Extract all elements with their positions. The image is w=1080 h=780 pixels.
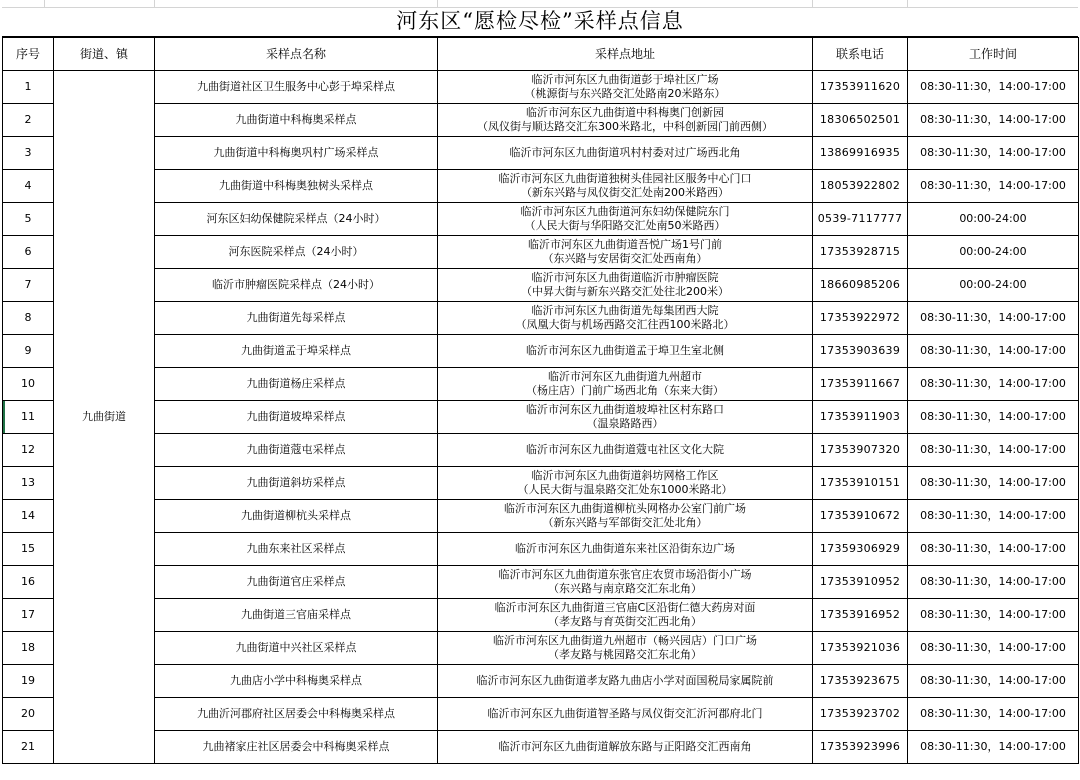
cell-no[interactable]: 13 <box>3 467 54 500</box>
cell-address[interactable] <box>438 467 813 500</box>
cell-phone[interactable]: 0539-7117777 <box>813 203 908 236</box>
address-line-1: 临沂市河东区九曲街道彭于埠社区广场 <box>531 73 719 86</box>
cell-hours[interactable]: 08:30-11:30，14:00-17:00 <box>908 368 1079 401</box>
cell-no[interactable]: 17 <box>3 599 54 632</box>
cell-phone[interactable]: 17353910151 <box>813 467 908 500</box>
table-row <box>3 236 1079 269</box>
cell-phone[interactable]: 17353922972 <box>813 302 908 335</box>
cell-hours[interactable]: 08:30-11:30，14:00-17:00 <box>908 104 1079 137</box>
address-line-1: 临沂市河东区九曲街道九州超市（畅兴园店）门口广场 <box>493 634 757 647</box>
cell-address[interactable] <box>438 269 813 302</box>
cell-no[interactable]: 2 <box>3 104 54 137</box>
address-line-2: （孝友路与桃园路交汇东北角） <box>548 648 702 661</box>
cell-hours[interactable]: 08:30-11:30，14:00-17:00 <box>908 665 1079 698</box>
address-line-2: （中昇大街与新东兴路交汇处往北200米） <box>521 285 729 298</box>
cell-phone[interactable]: 18660985206 <box>813 269 908 302</box>
cell-address[interactable] <box>438 71 813 104</box>
cell-no[interactable]: 9 <box>3 335 54 368</box>
cell-no[interactable]: 6 <box>3 236 54 269</box>
cell-hours[interactable]: 08:30-11:30，14:00-17:00 <box>908 170 1079 203</box>
header-cell-hours[interactable]: 工作时间 <box>908 38 1079 71</box>
table-row <box>3 665 1079 698</box>
cell-phone[interactable]: 18306502501 <box>813 104 908 137</box>
cell-address[interactable] <box>438 632 813 665</box>
cell-phone[interactable]: 17353910672 <box>813 500 908 533</box>
address-line-2: （温泉路路西） <box>586 417 664 430</box>
cell-phone[interactable]: 17353928715 <box>813 236 908 269</box>
table-body <box>3 71 1079 764</box>
table-row <box>3 566 1079 599</box>
address-line-1: 临沂市河东区九曲街道智圣路与凤仪街交汇沂河郡府北门 <box>487 707 763 720</box>
cell-address[interactable] <box>438 368 813 401</box>
table-row <box>3 731 1079 764</box>
cell-no[interactable]: 20 <box>3 698 54 731</box>
cell-site-name[interactable]: 九曲街道坡埠采样点 <box>155 401 438 434</box>
address-line-1: 临沂市河东区九曲街道坡埠社区村东路口 <box>526 403 724 416</box>
cell-hours[interactable]: 08:30-11:30，14:00-17:00 <box>908 533 1079 566</box>
cell-address[interactable] <box>438 665 813 698</box>
cell-address[interactable] <box>438 170 813 203</box>
address-line-2: （新东兴路与凤仪街交汇处南200米路西） <box>521 186 729 199</box>
cell-no[interactable]: 7 <box>3 269 54 302</box>
cell-address[interactable] <box>438 302 813 335</box>
cell-hours[interactable]: 08:30-11:30，14:00-17:00 <box>908 137 1079 170</box>
cell-phone[interactable]: 17353911667 <box>813 368 908 401</box>
cell-site-name[interactable]: 九曲街道先每采样点 <box>155 302 438 335</box>
table-row <box>3 467 1079 500</box>
table-row <box>3 599 1079 632</box>
header-cell-no[interactable]: 序号 <box>3 38 54 71</box>
table-row <box>3 434 1079 467</box>
cell-address[interactable] <box>438 698 813 731</box>
cell-phone[interactable]: 17353911903 <box>813 401 908 434</box>
cell-site-name[interactable]: 九曲街道斜坊采样点 <box>155 467 438 500</box>
table-row <box>3 500 1079 533</box>
cell-no[interactable]: 5 <box>3 203 54 236</box>
address-line-1: 临沂市河东区九曲街道先每集团西大院 <box>531 304 719 317</box>
cell-hours[interactable]: 08:30-11:30，14:00-17:00 <box>908 500 1079 533</box>
cell-phone[interactable]: 17353916952 <box>813 599 908 632</box>
cell-no[interactable]: 16 <box>3 566 54 599</box>
cell-no[interactable]: 19 <box>3 665 54 698</box>
cell-no[interactable]: 10 <box>3 368 54 401</box>
header-cell-name[interactable]: 采样点名称 <box>155 38 438 71</box>
address-line-1: 临沂市河东区九曲街道斜坊网格工作区 <box>531 469 719 482</box>
header-cell-address[interactable]: 采样点地址 <box>438 38 813 71</box>
address-line-1: 临沂市河东区九曲街道孝友路九曲店小学对面国税局家属院前 <box>476 674 774 687</box>
cell-phone[interactable]: 17359306929 <box>813 533 908 566</box>
cell-phone[interactable]: 17353911620 <box>813 71 908 104</box>
cell-phone[interactable]: 17353923702 <box>813 698 908 731</box>
cell-site-name[interactable]: 临沂市肿瘤医院采样点（24小时） <box>155 269 438 302</box>
cell-phone[interactable]: 17353907320 <box>813 434 908 467</box>
cell-hours[interactable]: 08:30-11:30，14:00-17:00 <box>908 632 1079 665</box>
cell-address[interactable] <box>438 203 813 236</box>
cell-hours[interactable]: 00:00-24:00 <box>908 269 1079 302</box>
cell-hours[interactable]: 08:30-11:30，14:00-17:00 <box>908 731 1079 764</box>
cell-site-name[interactable]: 九曲街道孟于埠采样点 <box>155 335 438 368</box>
address-line-2: （桃源街与东兴路交汇处路南20米路东） <box>524 87 726 100</box>
cell-address[interactable] <box>438 731 813 764</box>
cell-hours[interactable]: 08:30-11:30，14:00-17:00 <box>908 566 1079 599</box>
cell-phone[interactable]: 18053922802 <box>813 170 908 203</box>
cell-no[interactable]: 18 <box>3 632 54 665</box>
cell-phone[interactable]: 17353903639 <box>813 335 908 368</box>
address-line-1: 临沂市河东区九曲街道巩村村委对过广场西北角 <box>509 146 741 159</box>
spreadsheet <box>2 0 1078 780</box>
cell-site-name[interactable]: 九曲街道中兴社区采样点 <box>155 632 438 665</box>
cell-address[interactable] <box>438 401 813 434</box>
cell-phone[interactable]: 13869916935 <box>813 137 908 170</box>
address-line-1: 临沂市河东区九曲街道蔻屯社区文化大院 <box>526 443 724 456</box>
cell-no[interactable]: 8 <box>3 302 54 335</box>
cell-phone[interactable]: 17353923996 <box>813 731 908 764</box>
sheet-title[interactable]: 河东区“愿检尽检”采样点信息 <box>2 7 1078 37</box>
address-line-2: （人民大街与华阳路交汇处南50米路西） <box>524 219 726 232</box>
cell-site-name[interactable]: 九曲街道中科梅奥采样点 <box>155 104 438 137</box>
cell-address[interactable] <box>438 533 813 566</box>
cell-no[interactable]: 21 <box>3 731 54 764</box>
cell-address[interactable] <box>438 566 813 599</box>
cell-no[interactable]: 12 <box>3 434 54 467</box>
cell-no[interactable]: 4 <box>3 170 54 203</box>
header-cell-district[interactable]: 街道、镇 <box>54 38 155 71</box>
cell-hours[interactable]: 08:30-11:30，14:00-17:00 <box>908 467 1079 500</box>
table-row <box>3 401 1079 434</box>
cell-address[interactable] <box>438 434 813 467</box>
cell-no[interactable]: 15 <box>3 533 54 566</box>
cell-site-name[interactable]: 九曲街道杨庄采样点 <box>155 368 438 401</box>
cell-address[interactable] <box>438 236 813 269</box>
cell-hours[interactable]: 08:30-11:30，14:00-17:00 <box>908 71 1079 104</box>
cell-address[interactable] <box>438 137 813 170</box>
table-row <box>3 137 1079 170</box>
cell-site-name[interactable]: 九曲街道中科梅奥独树头采样点 <box>155 170 438 203</box>
cell-hours[interactable]: 08:30-11:30，14:00-17:00 <box>908 434 1079 467</box>
cell-address[interactable] <box>438 599 813 632</box>
table-row <box>3 533 1079 566</box>
cell-hours[interactable]: 08:30-11:30，14:00-17:00 <box>908 335 1079 368</box>
cell-no[interactable]: 1 <box>3 71 54 104</box>
cell-site-name[interactable]: 九曲沂河郡府社区居委会中科梅奥采样点 <box>155 698 438 731</box>
cell-site-name[interactable]: 九曲街道柳杭头采样点 <box>155 500 438 533</box>
sampling-sites-table <box>2 37 1079 764</box>
header-cell-phone[interactable]: 联系电话 <box>813 38 908 71</box>
address-line-1: 临沂市河东区九曲街道九州超市 <box>548 370 702 383</box>
cell-site-name[interactable]: 九曲东来社区采样点 <box>155 533 438 566</box>
cell-site-name[interactable]: 九曲店小学中科梅奥采样点 <box>155 665 438 698</box>
cell-site-name[interactable]: 河东医院采样点（24小时） <box>155 236 438 269</box>
table-row <box>3 71 1079 104</box>
cell-hours[interactable]: 00:00-24:00 <box>908 203 1079 236</box>
cell-address[interactable] <box>438 104 813 137</box>
table-row <box>3 698 1079 731</box>
table-row <box>3 269 1079 302</box>
address-line-2: （孝友路与育英街交汇西北角） <box>548 615 702 628</box>
address-line-1: 临沂市河东区九曲街道孟于埠卫生室北侧 <box>526 344 724 357</box>
cell-no[interactable]: 11 <box>3 401 54 434</box>
table-row <box>3 203 1079 236</box>
address-line-2: （凤凰大街与机场西路交汇往西100米路北） <box>515 318 735 331</box>
cell-site-name[interactable]: 九曲街道社区卫生服务中心彭于埠采样点 <box>155 71 438 104</box>
cell-no[interactable]: 3 <box>3 137 54 170</box>
cell-site-name[interactable]: 九曲街道官庄采样点 <box>155 566 438 599</box>
address-line-1: 临沂市河东区九曲街道柳杭头网格办公室门前广场 <box>504 502 746 515</box>
address-line-1: 临沂市河东区九曲街道河东妇幼保健院东门 <box>520 205 730 218</box>
address-line-1: 临沂市河东区九曲街道中科梅奥门创新园 <box>526 106 724 119</box>
table-row <box>3 335 1079 368</box>
cell-address[interactable] <box>438 335 813 368</box>
cell-hours[interactable]: 08:30-11:30，14:00-17:00 <box>908 698 1079 731</box>
cell-address[interactable] <box>438 500 813 533</box>
address-line-1: 临沂市河东区九曲街道吾悦广场1号门前 <box>528 238 722 251</box>
address-line-1: 临沂市河东区九曲街道独树头佳园社区服务中心门口 <box>498 172 752 185</box>
cell-hours[interactable]: 08:30-11:30，14:00-17:00 <box>908 302 1079 335</box>
table-row <box>3 632 1079 665</box>
address-line-1: 临沂市河东区九曲街道解放东路与正阳路交汇西南角 <box>498 740 752 753</box>
cell-site-name[interactable]: 九曲褚家庄社区居委会中科梅奥采样点 <box>155 731 438 764</box>
table-row <box>3 302 1079 335</box>
cell-no[interactable]: 14 <box>3 500 54 533</box>
table-row <box>3 170 1079 203</box>
address-line-2: （东兴路与安居街交汇处西南角） <box>542 252 708 265</box>
table-row <box>3 104 1079 137</box>
cell-site-name[interactable]: 河东区妇幼保健院采样点（24小时） <box>155 203 438 236</box>
cell-phone[interactable]: 17353923675 <box>813 665 908 698</box>
cell-hours[interactable]: 00:00-24:00 <box>908 236 1079 269</box>
address-line-1: 临沂市河东区九曲街道三官庙C区沿街仁德大药房对面 <box>494 601 756 614</box>
address-line-2: （东兴路与南京路交汇东北角） <box>548 582 702 595</box>
cell-phone[interactable]: 17353910952 <box>813 566 908 599</box>
table-row <box>3 368 1079 401</box>
cell-phone[interactable]: 17353921036 <box>813 632 908 665</box>
address-line-1: 临沂市河东区九曲街道东来社区沿街东边广场 <box>515 542 735 555</box>
cell-hours[interactable]: 08:30-11:30，14:00-17:00 <box>908 401 1079 434</box>
address-line-2: （人民大街与温泉路交汇处东1000米路北） <box>517 483 733 496</box>
address-line-2: （凤仪街与顺达路交汇东300米路北，中科创新园门前西侧） <box>477 120 773 133</box>
address-line-2: （杨庄店）门前广场西北角（东来大街） <box>526 384 724 397</box>
cell-hours[interactable]: 08:30-11:30，14:00-17:00 <box>908 599 1079 632</box>
header-row <box>3 38 1079 71</box>
cell-site-name[interactable]: 九曲街道蔻屯采样点 <box>155 434 438 467</box>
address-line-2: （新东兴路与军部街交汇处北角） <box>542 516 708 529</box>
cell-district[interactable]: 九曲街道 <box>54 71 155 764</box>
cell-site-name[interactable]: 九曲街道三官庙采样点 <box>155 599 438 632</box>
address-line-1: 临沂市河东区九曲街道东张官庄农贸市场沿街小广场 <box>498 568 752 581</box>
address-line-1: 临沂市河东区九曲街道临沂市肿瘤医院 <box>531 271 719 284</box>
cell-site-name[interactable]: 九曲街道中科梅奥巩村广场采样点 <box>155 137 438 170</box>
